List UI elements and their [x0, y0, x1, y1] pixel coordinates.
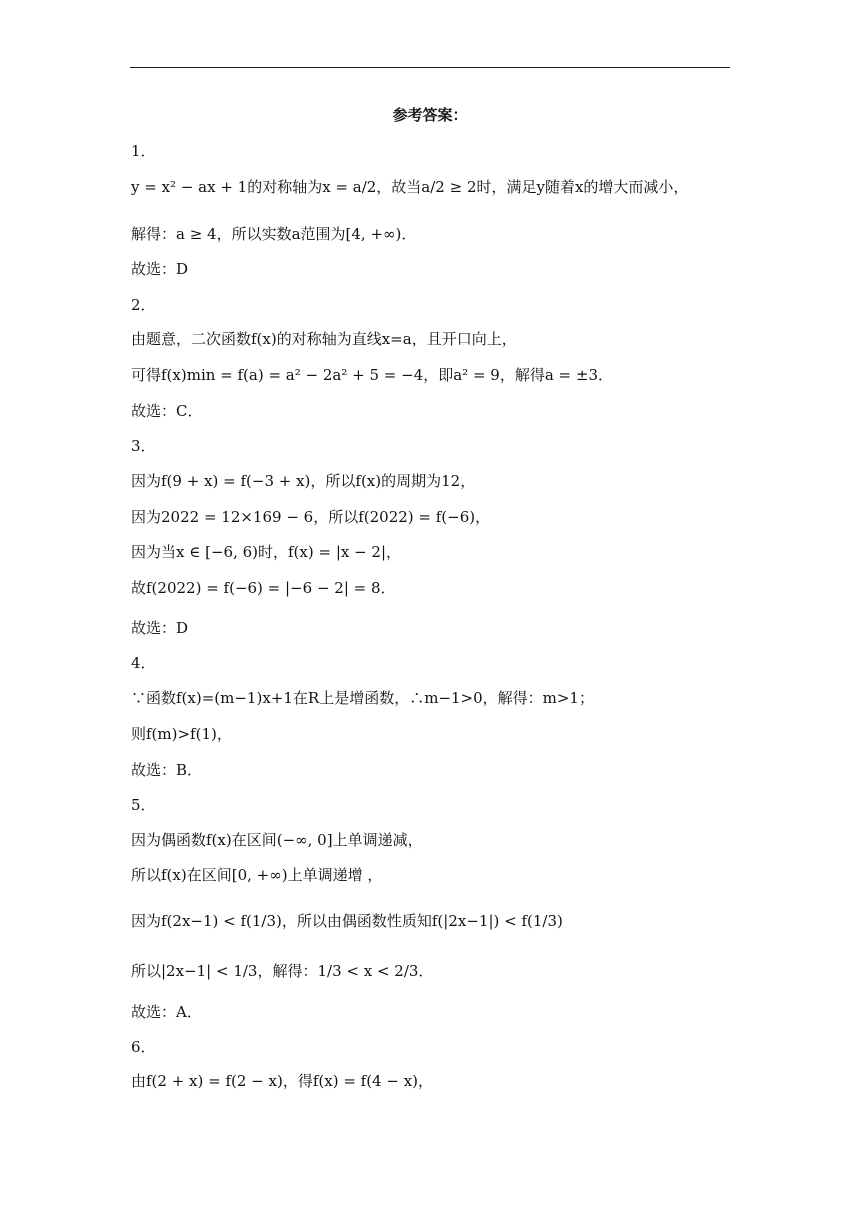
solution-line: 因为2022 = 12×169 − 6，所以f(2022) = f(−6)，: [131, 508, 491, 526]
solution-line: 因为当x ∈ [−6, 6)时，f(x) = |x − 2|，: [131, 543, 402, 561]
solution-line: 可得f(x)min = f(a) = a² − 2a² + 5 = −4，即a² = 9，解得a = ±3．: [131, 366, 613, 384]
solution-line: 故f(2022) = f(−6) = |−6 − 2| = 8．: [131, 579, 396, 597]
answer-choice: 故选：C．: [131, 402, 203, 420]
answer-number: 5．: [131, 796, 156, 814]
solution-line: 由f(2 + x) = f(2 − x)，得f(x) = f(4 − x)，: [131, 1072, 434, 1090]
solution-line: 因为f(9 + x) = f(−3 + x)，所以f(x)的周期为12，: [131, 472, 476, 490]
solution-line: 解得：a ≥ 4，所以实数a范围为[4, +∞)．: [131, 225, 417, 243]
solution-line: 则f(m)>f(1)，: [131, 725, 232, 743]
answer-choice: 故选：D: [131, 260, 189, 278]
page-title: 参考答案：: [392, 106, 468, 124]
solution-line: 因为f(2x−1) < f(1/3)，所以由偶函数性质知f(|2x−1|) < f(1/3): [131, 912, 563, 930]
answer-number: 2．: [131, 296, 156, 314]
header-rule: [130, 67, 730, 68]
answer-choice: 故选：D: [131, 619, 189, 637]
solution-line: y = x² − ax + 1的对称轴为x = a/2，故当a/2 ≥ 2时，满足y随着x的增大而减小，: [131, 178, 689, 196]
answer-choice: 故选：B．: [131, 761, 203, 779]
answer-number: 4．: [131, 654, 156, 672]
answer-number: 3．: [131, 437, 156, 455]
answer-choice: 故选：A．: [131, 1003, 202, 1021]
solution-line: 所以|2x−1| < 1/3，解得：1/3 < x < 2/3．: [131, 962, 434, 980]
solution-line: ∵函数f(x)=(m−1)x+1在R上是增函数，∴m−1>0，解得：m>1；: [131, 689, 594, 707]
answer-number: 1．: [131, 142, 156, 160]
solution-line: 所以f(x)在区间[0, +∞)上单调递增 ，: [131, 866, 383, 884]
answer-number: 6．: [131, 1038, 156, 1056]
solution-line: 由题意，二次函数f(x)的对称轴为直线x=a，且开口向上，: [131, 330, 517, 348]
solution-line: 因为偶函数f(x)在区间(−∞, 0]上单调递减，: [131, 831, 423, 849]
